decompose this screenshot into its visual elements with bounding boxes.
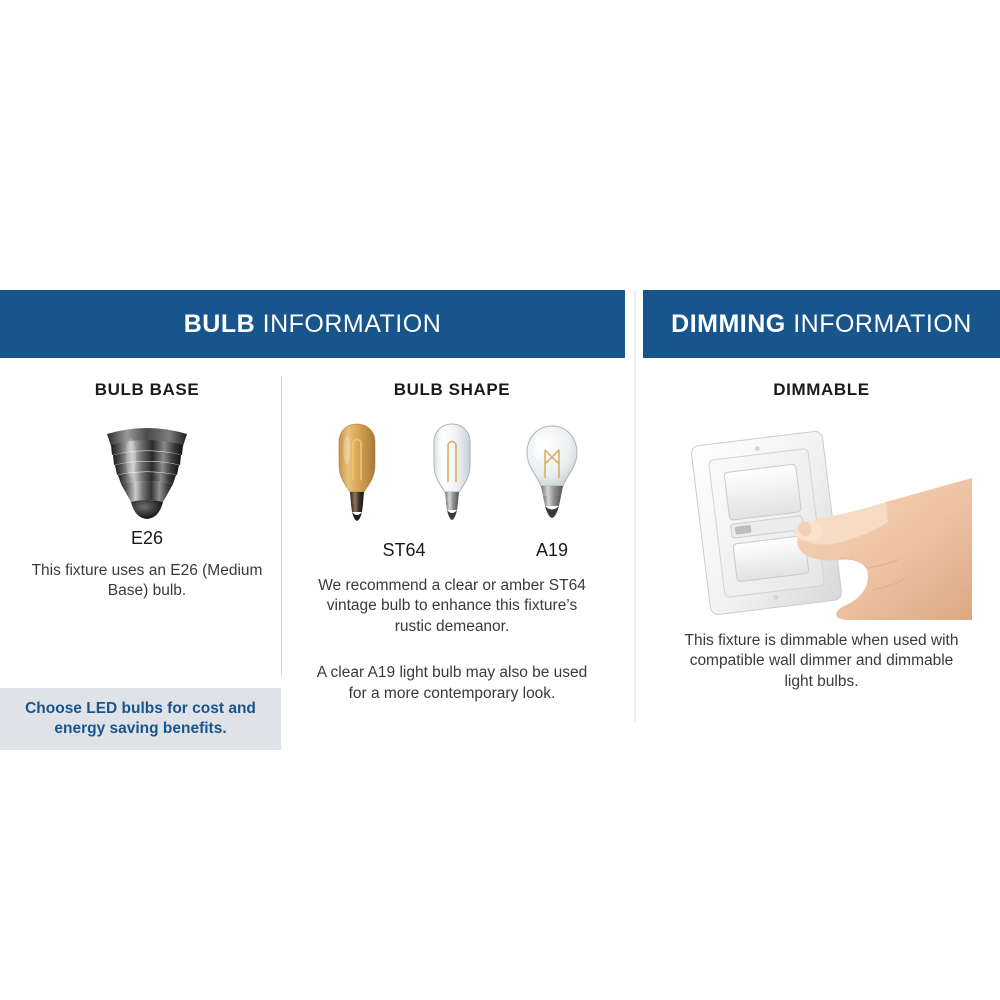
dimming-information-body — [643, 358, 1000, 722]
bulb-base-label: E26 — [130, 528, 164, 548]
dimmable-title: DIMMABLE — [773, 380, 870, 399]
bulb-shape-column — [292, 358, 612, 704]
dimmable-column — [661, 358, 982, 692]
clear-a19-bulb-icon — [497, 420, 607, 532]
bulb-shape-caption-primary: We recommend a clear or amber ST64 vintage bulb to enhance this fixture’s rustic demeanor. — [318, 577, 586, 635]
column-divider — [281, 376, 282, 676]
bulb-header-light-text: INFORMATION — [255, 309, 442, 338]
bulb-information-panel — [0, 290, 625, 737]
bulb-header-bold-text: BULB — [183, 309, 256, 338]
hand-pressing-wall-dimmer-icon — [672, 418, 972, 623]
bulb-shape-names — [292, 540, 612, 566]
bulb-dimming-infographic — [0, 290, 1000, 737]
bulb-shape-illustrations — [292, 420, 612, 540]
bulb-information-header — [0, 290, 625, 358]
bulb-base-caption: This fixture uses an E26 (Medium Base) bulb. — [31, 562, 263, 600]
dimming-information-panel — [643, 290, 1000, 722]
led-tip-text: Choose LED bulbs for cost and energy saving benefits. — [25, 699, 256, 737]
bulb-information-body — [0, 358, 625, 737]
bulb-shape-title: BULB SHAPE — [393, 380, 511, 399]
clear-st64-bulb-icon — [397, 420, 507, 532]
dimming-header-bold-text: DIMMING — [671, 309, 786, 338]
e26-bulb-base-icon — [87, 422, 207, 522]
dimming-information-header — [643, 290, 1000, 358]
bulb-base-title: BULB BASE — [94, 380, 200, 399]
amber-st64-bulb-icon — [302, 420, 412, 532]
bulb-base-column — [18, 358, 276, 602]
bulb-shape-caption-secondary: A clear A19 light bulb may also be used for a more contemporary look. — [316, 664, 588, 702]
bulb-shape-name-st64: ST64 — [382, 540, 426, 560]
page-seam-divider — [634, 290, 636, 722]
dimmable-caption: This fixture is dimmable when used with compatible wall dimmer and dimmable light bulbs. — [684, 632, 959, 690]
led-tip-box — [0, 688, 281, 750]
bulb-shape-name-a19: A19 — [535, 540, 569, 560]
dimming-header-light-text: INFORMATION — [785, 309, 972, 338]
